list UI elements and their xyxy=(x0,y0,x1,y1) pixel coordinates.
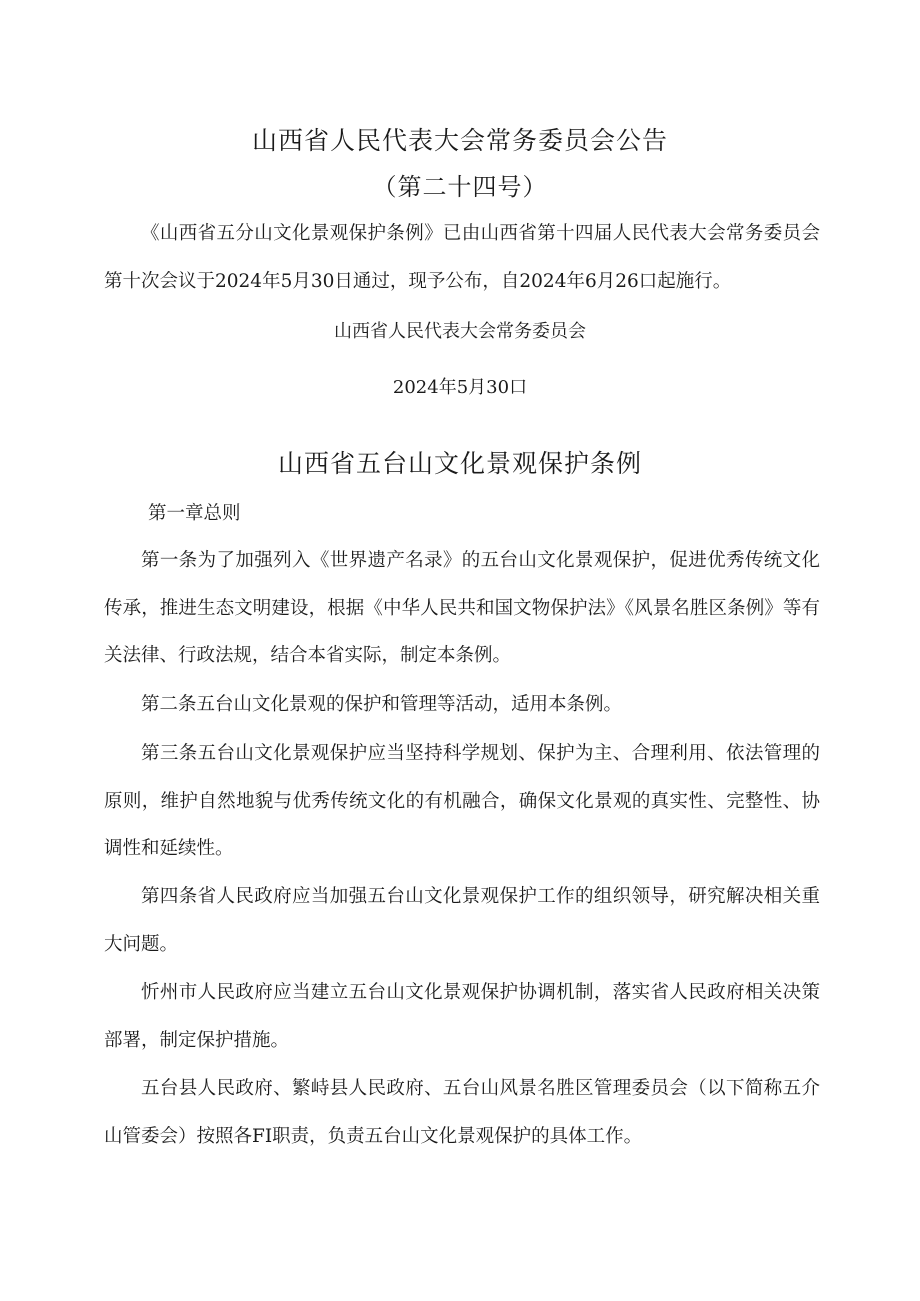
announcement-date: 2024年5月30口 xyxy=(392,377,528,398)
article-paragraph: 第一条为了加强列入《世界遗产名录》的五台山文化景观保护，促进优秀传统文化传承，推进生态文明建设，根据《中华人民共和国文物保护法》《风景名胜区条例》等有关法律、行政法规，结合本省实际，制定本条例。 xyxy=(104,550,820,666)
chapter-heading: 第一章总则 xyxy=(148,503,241,524)
announcement-issuer: 山西省人民代表大会常务委员会 xyxy=(334,321,586,342)
article-paragraph: 忻州市人民政府应当建立五台山文化景观保护协调机制，落实省人民政府相关决策部署，制定保护措施。 xyxy=(104,982,820,1051)
article-paragraph: 第三条五台山文化景观保护应当坚持科学规划、保护为主、合理利用、依法管理的原则，维护自然地貌与优秀传统文化的有机融合，确保文化景观的真实性、完整性、协调性和延续性。 xyxy=(104,743,820,859)
announcement-body: 《山西省五分山文化景观保护条例》已由山西省第十四届人民代表大会常务委员会第十次会议于2024年5月30日通过，现予公布，自2024年6月26口起施行。 xyxy=(104,223,820,292)
announcement-title: 山西省人民代表大会常务委员会公告 xyxy=(251,126,668,155)
regulation-title: 山西省五台山文化景观保护条例 xyxy=(277,449,642,478)
announcement-number: （第二十四号） xyxy=(372,173,548,201)
article-paragraph: 五台县人民政府、繁峙县人民政府、五台山风景名胜区管理委员会（以下简称五介山管委会）按照各FI职责，负责五台山文化景观保护的具体工作。 xyxy=(104,1078,820,1147)
article-paragraph: 第四条省人民政府应当加强五台山文化景观保护工作的组织领导，研究解决相关重大问题。 xyxy=(104,886,820,955)
article-paragraph: 第二条五台山文化景观的保护和管理等活动，适用本条例。 xyxy=(141,694,623,715)
